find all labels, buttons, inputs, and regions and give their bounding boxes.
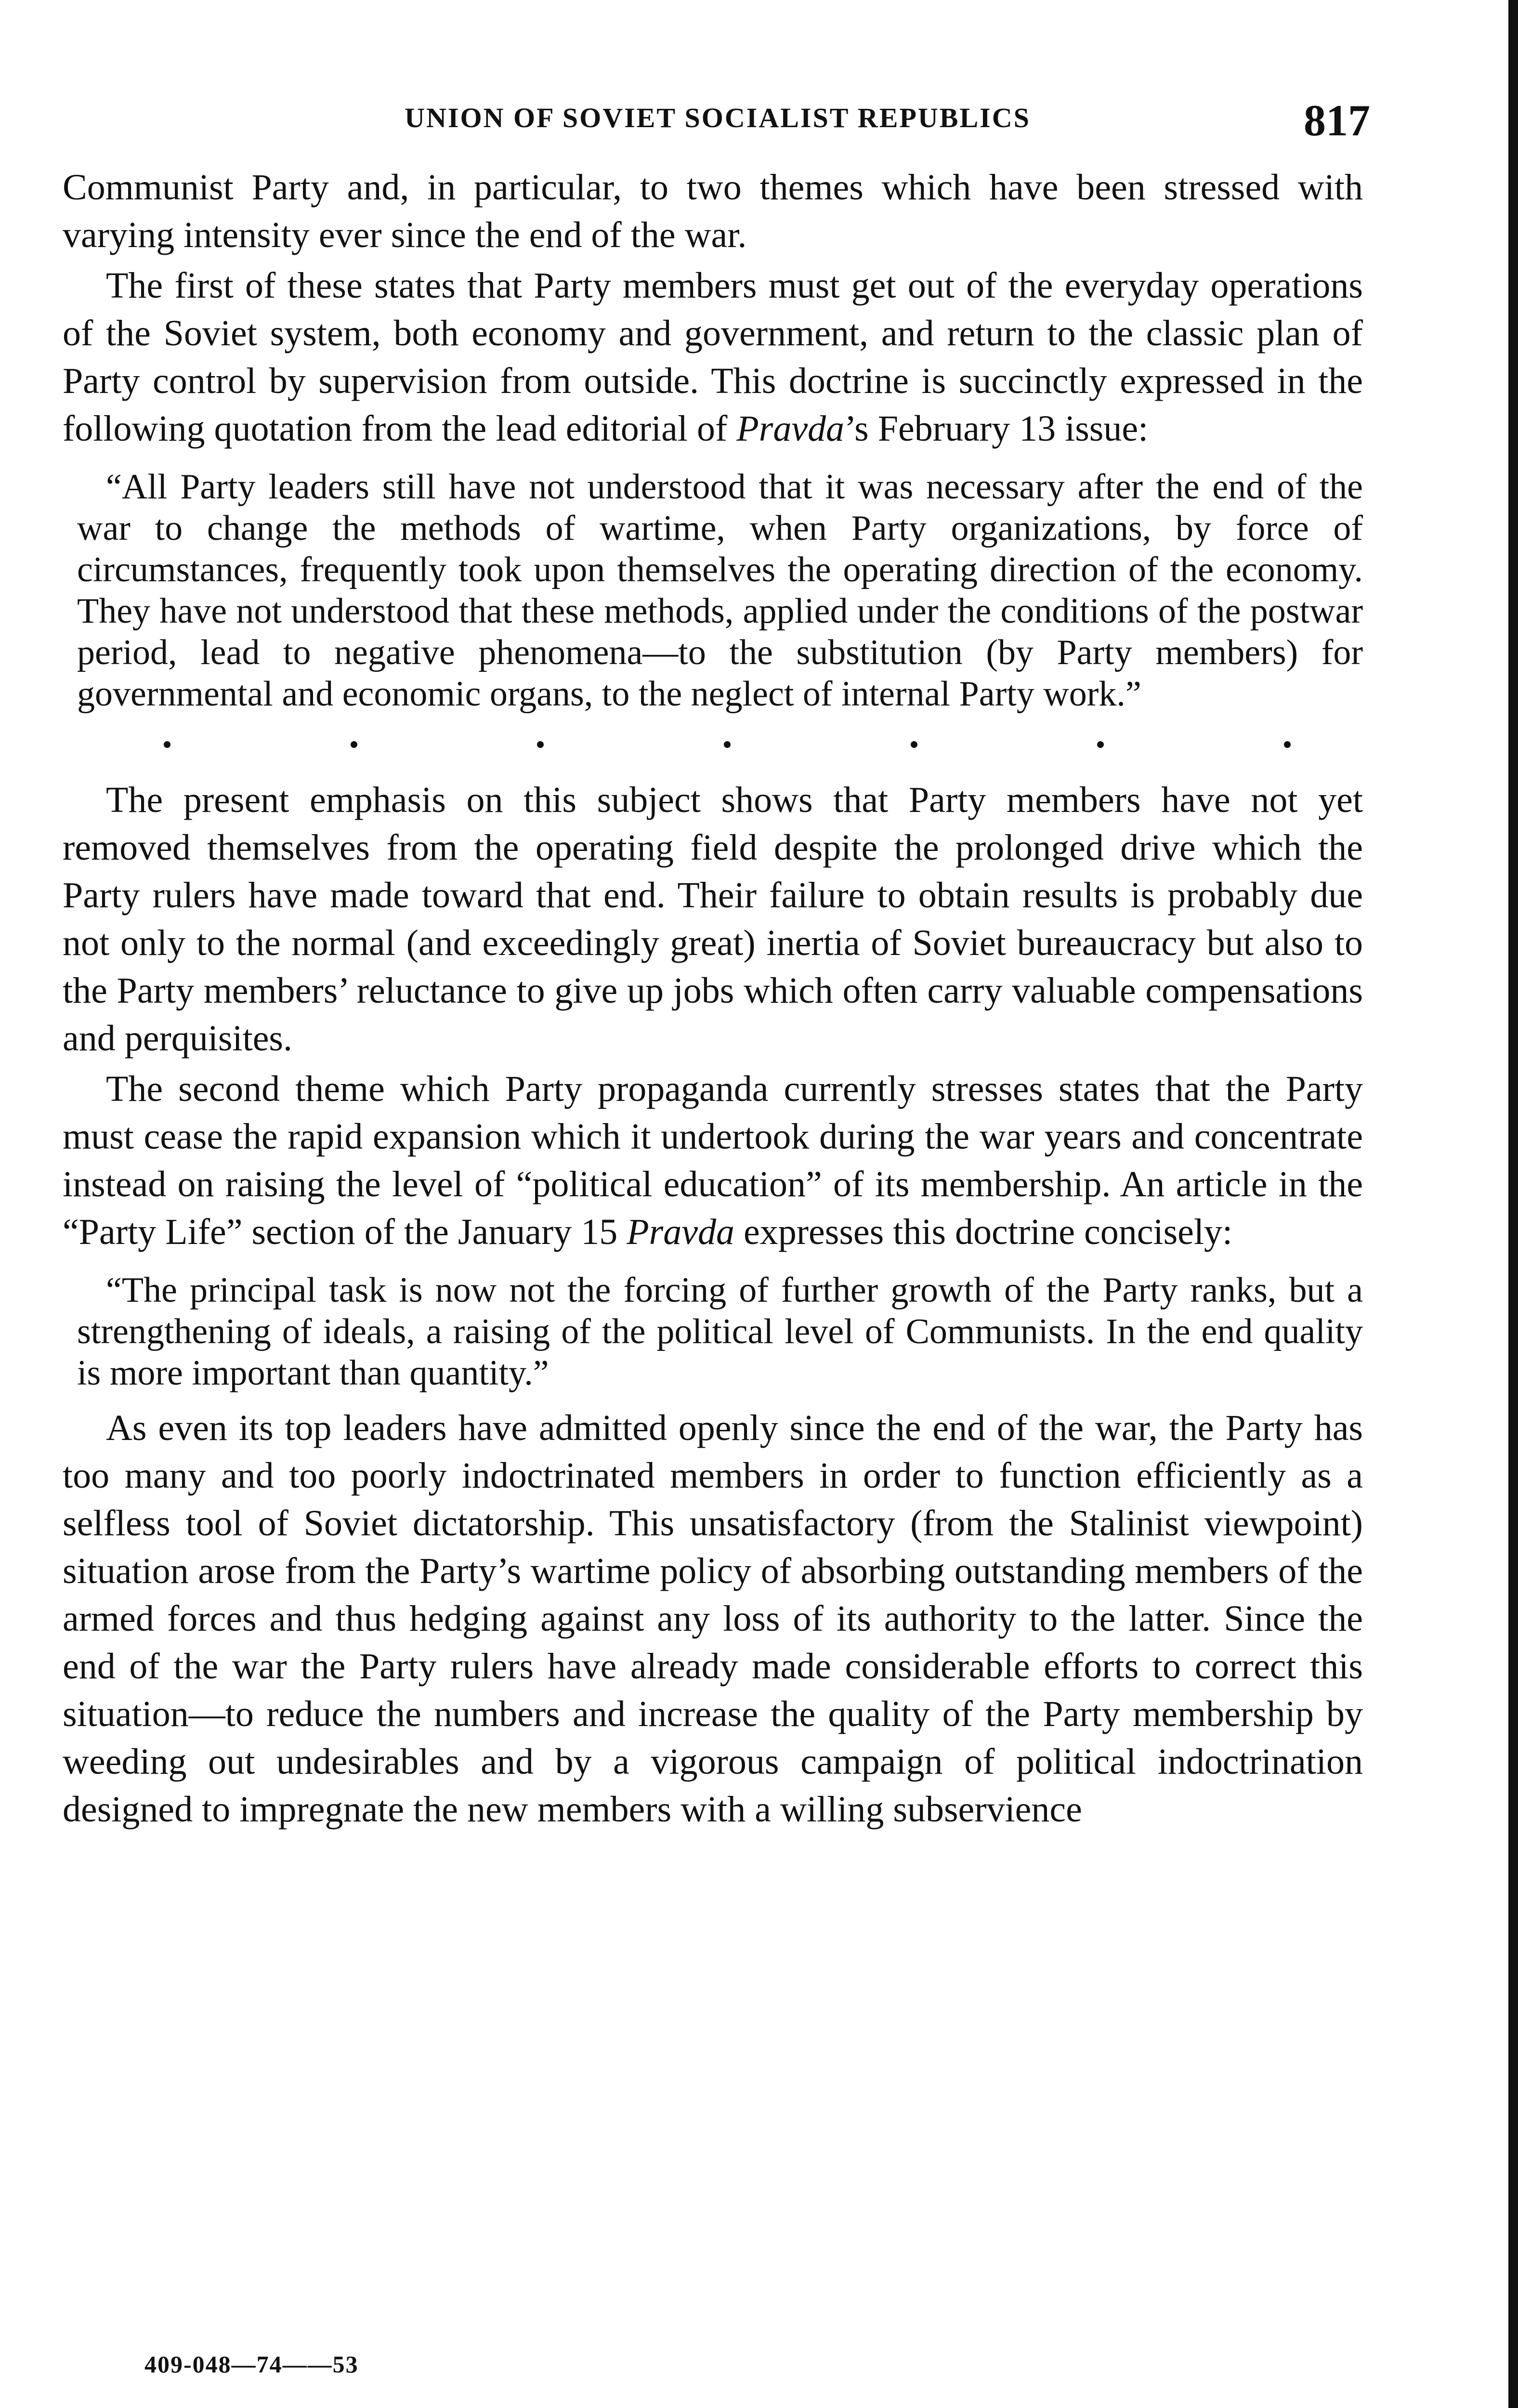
paragraph-4-italic: Pravda (627, 1212, 734, 1252)
paragraph-2 (63, 262, 1363, 453)
paragraph-2-italic: Pravda (736, 408, 845, 449)
print-code: 409-048—74——53 (144, 2351, 359, 2378)
ellipsis-dot (351, 741, 357, 748)
ellipsis-divider (63, 725, 1363, 764)
paragraph-4-text-a: The second theme which Party propaganda currently stresses states that the Party must cease the rapid expansion which it undertook during the war years and concentrate instead on raising the level of “political education” of its membership. An article in the “Party Life” section of the January 15 (63, 1069, 1363, 1252)
paragraph-3: The present emphasis on this subject shows that Party members have not yet removed themselves from the operating field despite the prolonged drive which the Party rulers have made toward that end. Their failure to obtain results is probably due not only to the normal (and exceedingly great) inertia of Soviet bureaucracy but also to the Party members’ reluctance to give up jobs which often carry valuable compensations and perquisites. (63, 780, 1363, 1059)
body-text (63, 164, 1363, 1833)
ellipsis-dot (911, 741, 917, 748)
ellipsis-dot (724, 741, 731, 748)
paragraph-4 (63, 1065, 1363, 1256)
ellipsis-dot (1097, 741, 1104, 748)
paragraph-1: Communist Party and, in particular, to two themes which have been stressed with varying intensity ever since the end of the war. (63, 167, 1363, 255)
block-quote-2: “The principal task is now not the forcing of further growth of the Party ranks, but a strengthening of ideals, a raising of the political level of Communists. In the end quality is more important than quantity.” (77, 1270, 1363, 1393)
ellipsis-dot (537, 741, 544, 748)
page-number: 817 (1304, 96, 1370, 145)
paragraph-2-text-a: The first of these states that Party members must get out of the everyday operations of the Soviet system, both economy and government, and return to the classic plan of Party control by supervision from outside. This doctrine is succinctly expressed in the following quotation from the lead editorial of (63, 265, 1363, 449)
block-quote-1: “All Party leaders still have not understood that it was necessary after the end of the war to change the methods of wartime, when Party organizations, by force of circumstances, frequently took upon themselves the operating direction of the economy. They have not understood that these methods, applied under the conditions of the postwar period, lead to negative phenomena—to the substitution (by Party members) for governmental and economic organs, to the neglect of internal Party work.” (77, 467, 1363, 714)
ellipsis-dot (164, 741, 170, 748)
page-edge-border (1508, 0, 1518, 2408)
running-title: UNION OF SOVIET SOCIALIST REPUBLICS (405, 102, 1031, 133)
paragraph-5: As even its top leaders have admitted openly since the end of the war, the Party has too many and too poorly indoctrinated members in order to function efficiently as a selfless tool of Soviet dictatorship. This unsatisfactory (from the Stalinist viewpoint) situation arose from the Party’s wartime policy of absorbing outstanding members of the armed forces and thus hedging against any loss of its authority to the latter. Since the end of the war the Party rulers have already made considerable efforts to correct this situation—to reduce the numbers and increase the quality of the Party membership by weeding out undesirables and by a vigorous campaign of political indoctrination designed to impregnate the new members with a willing subservience (63, 1408, 1363, 1830)
paragraph-2-text-b: ’s February 13 issue: (844, 408, 1149, 449)
page-header (94, 96, 1370, 152)
ellipsis-dot (1284, 741, 1291, 748)
paragraph-4-text-b: expresses this doctrine concisely: (734, 1212, 1233, 1252)
